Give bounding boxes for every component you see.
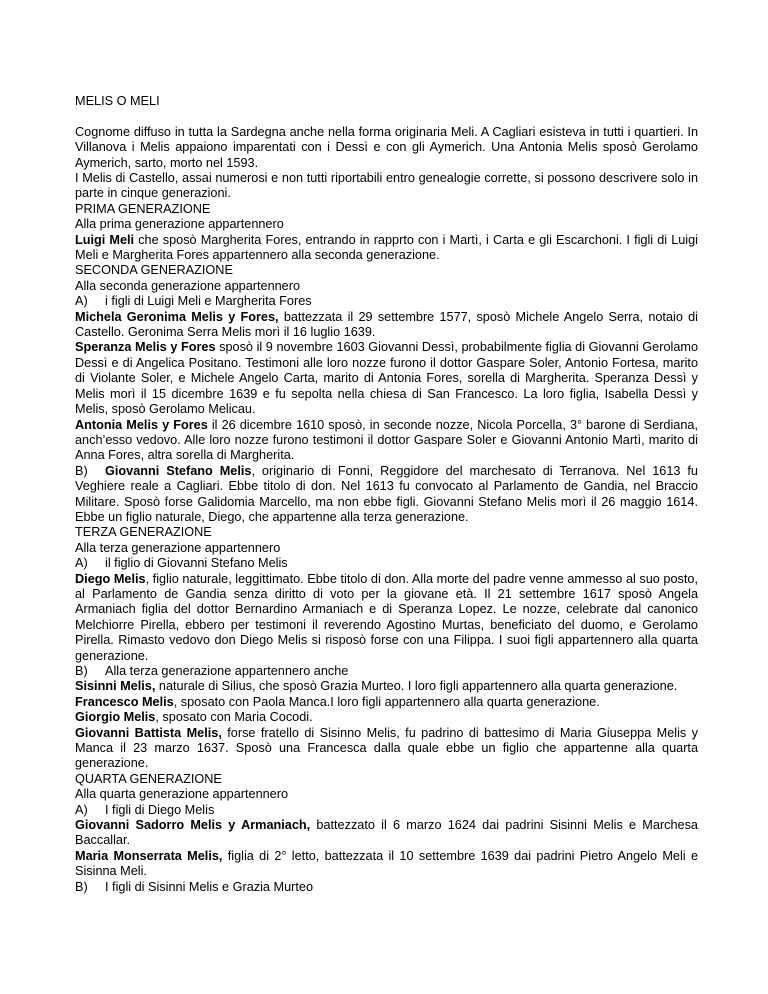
entry-paragraph bbox=[75, 310, 698, 341]
person-name: Diego Melis bbox=[75, 571, 146, 586]
subsection-line bbox=[75, 664, 698, 679]
entry-text: il 26 dicembre 1610 sposò, in seconde nozze, Nicola Porcella, 3° barone di Serdiana, anch’esso vedovo. Alle loro nozze furono testimoni il dottor Gaspare Soler e Giovanni Antonio Martì, marito di Anna Fores, altra sorella di Margherita. bbox=[75, 417, 698, 463]
entry-text: , originario di Fonni, Reggidore del marchesato di Terranova. Nel 1613 fu Veghiere reale a Cagliari. Ebbe titolo di don. Nel 1613 fu convocato al Parlamento de Gandia, nel Braccio Militare. Sposò forse Galidomia Marcello, ma non ebbe figli. Giovanni Stefano Melis morì il 26 maggio 1614. Ebbe un figlio naturale, Diego, che appartenne alla terza generazione. bbox=[75, 463, 698, 524]
entry-paragraph bbox=[75, 849, 698, 880]
section-heading: PRIMA GENERAZIONE bbox=[75, 201, 211, 216]
section-intro: Alla seconda generazione appartennero bbox=[75, 278, 301, 293]
intro-paragraph: Cognome diffuso in tutta la Sardegna anche nella forma originaria Meli. A Cagliari esisteva in tutti i quartieri. In Villanova i Melis appaiono imparentati con i Dessì e con gli Aymerich. Una Antonia Melis sposò Gerolamo Aymerich, sarto, morto nel 1593. bbox=[75, 124, 698, 170]
subsection-line bbox=[75, 556, 698, 571]
document-page bbox=[75, 94, 698, 895]
section-intro: Alla prima generazione appartennero bbox=[75, 217, 284, 232]
person-name: Giovanni Stefano Melis bbox=[105, 463, 252, 478]
entry-text: naturale di Silius, che sposò Grazia Murteo. I loro figli appartennero alla quarta generazione. bbox=[155, 679, 678, 694]
subsection-line bbox=[75, 880, 698, 895]
person-name: Maria Monserrata Melis, bbox=[75, 848, 223, 863]
section-heading: QUARTA GENERAZIONE bbox=[75, 771, 222, 786]
subsection-label: B) bbox=[75, 879, 88, 894]
subsection-text: i figli di Luigi Meli e Margherita Fores bbox=[105, 294, 312, 309]
person-name: Francesco Melis bbox=[75, 694, 174, 709]
subsection-text: I figli di Sisinni Melis e Grazia Murteo bbox=[105, 879, 314, 894]
document-title: MELIS O MELI bbox=[75, 94, 160, 108]
entry-paragraph bbox=[75, 572, 698, 664]
subsection-line bbox=[75, 803, 698, 818]
section-intro: Alla terza generazione appartennero bbox=[75, 540, 281, 555]
subsection-line bbox=[75, 464, 698, 526]
intro-paragraph: I Melis di Castello, assai numerosi e non tutti riportabili entro genealogie corrette, si possono descrivere solo in parte in cinque generazioni. bbox=[75, 171, 698, 201]
entry-text: , sposato con Maria Cocodi. bbox=[155, 710, 313, 725]
entry-text: battezzata il 29 settembre 1577, sposò Michele Angelo Serra, notaio di Castello. Geronima Serra Melis morì il 16 luglio 1639. bbox=[75, 309, 698, 340]
person-name: Sisinni Melis, bbox=[75, 679, 156, 694]
entry-paragraph bbox=[75, 710, 698, 725]
entry-text: sposò il 9 novembre 1603 Giovanni Dessì, probabilmente figlia di Giovanni Gerolamo Dessì e di Angelica Positano. Testimoni alle loro nozze furono il dottor Gaspare Soler, Antonio Fortesa, marito di Violante Soler, e Michele Angelo Carta, marito di Antonia Fores, sorella di Margherita. Speranza Dessì y Melis morì il 15 dicembre 1639 e fu sepolta nella chiesa di San Francesco. La loro figlia, Isabella Dessì y Melis, sposò Gerolamo Melicau. bbox=[75, 340, 698, 417]
subsection-label: B) bbox=[75, 463, 88, 478]
entry-paragraph bbox=[75, 418, 698, 464]
subsection-label: B) bbox=[75, 664, 88, 679]
person-name: Giovanni Sadorro Melis y Armaniach, bbox=[75, 818, 311, 833]
section-heading: SECONDA GENERAZIONE bbox=[75, 263, 233, 278]
subsection-label: A) bbox=[75, 294, 88, 309]
subsection-text: Alla terza generazione appartennero anche bbox=[105, 664, 349, 679]
subsection-line bbox=[75, 294, 698, 309]
entry-text: , sposato con Paola Manca.I loro figli appartennero alla quarta generazione. bbox=[173, 694, 600, 709]
person-name: Michela Geronima Melis y Fores, bbox=[75, 309, 279, 324]
entry-paragraph bbox=[75, 233, 698, 264]
entry-paragraph bbox=[75, 695, 698, 710]
entry-paragraph bbox=[75, 679, 698, 694]
entry-text: forse fratello di Sisinno Melis, fu padrino di battesimo di Maria Giuseppa Melis y Manca il 23 marzo 1637. Sposò una Francesca dalla quale ebbe un figlio che appartenne alla quarta generazione. bbox=[75, 725, 699, 771]
entry-paragraph bbox=[75, 340, 698, 417]
subsection-text: I figli di Diego Melis bbox=[105, 802, 215, 817]
entry-text: figlia di 2° letto, battezzata il 10 settembre 1639 dai padrini Pietro Angelo Meli e Sisinna Meli. bbox=[75, 848, 699, 879]
entry-text: , figlio naturale, leggittimato. Ebbe titolo di don. Alla morte del padre venne ammesso al suo posto, al Parlamento de Gandia senza diritto di voto per la giovane età. Il 21 settembre 1617 sposò Angela Armaniach figlia del dottor Bernardino Armaniach e di Speranza Lopez. Le nozze, celebrate dal canonico Melchiorre Pirella, ebbero per testimoni il reverendo Agostino Murtas, beneficiato del duomo, e Gerolamo Pirella. Rimasto vedovo don Diego Melis si risposò forse con una Filippa. I suoi figli appartennero alla quarta generazione. bbox=[75, 571, 698, 663]
entry-text: battezzato il 6 marzo 1624 dai padrini Sisinni Melis e Marchesa Baccallar. bbox=[75, 818, 698, 848]
subsection-label: A) bbox=[75, 556, 88, 571]
entry-paragraph bbox=[75, 726, 698, 772]
subsection-text: il figlio di Giovanni Stefano Melis bbox=[105, 556, 288, 571]
person-name: Giorgio Melis bbox=[75, 710, 156, 725]
person-name: Antonia Melis y Fores bbox=[75, 417, 208, 432]
section-heading: TERZA GENERAZIONE bbox=[75, 525, 212, 540]
entry-paragraph bbox=[75, 818, 698, 849]
person-name: Giovanni Battista Melis, bbox=[75, 725, 222, 740]
subsection-label: A) bbox=[75, 802, 88, 817]
entry-text: che sposò Margherita Fores, entrando in rapprto con i Martì, i Carta e gli Escarchoni. I figli di Luigi Meli e Margherita Fores appartennero alla seconda generazione. bbox=[75, 232, 698, 263]
person-name: Speranza Melis y Fores bbox=[75, 340, 216, 355]
person-name: Luigi Meli bbox=[75, 232, 135, 247]
section-intro: Alla quarta generazione appartennero bbox=[75, 787, 289, 802]
